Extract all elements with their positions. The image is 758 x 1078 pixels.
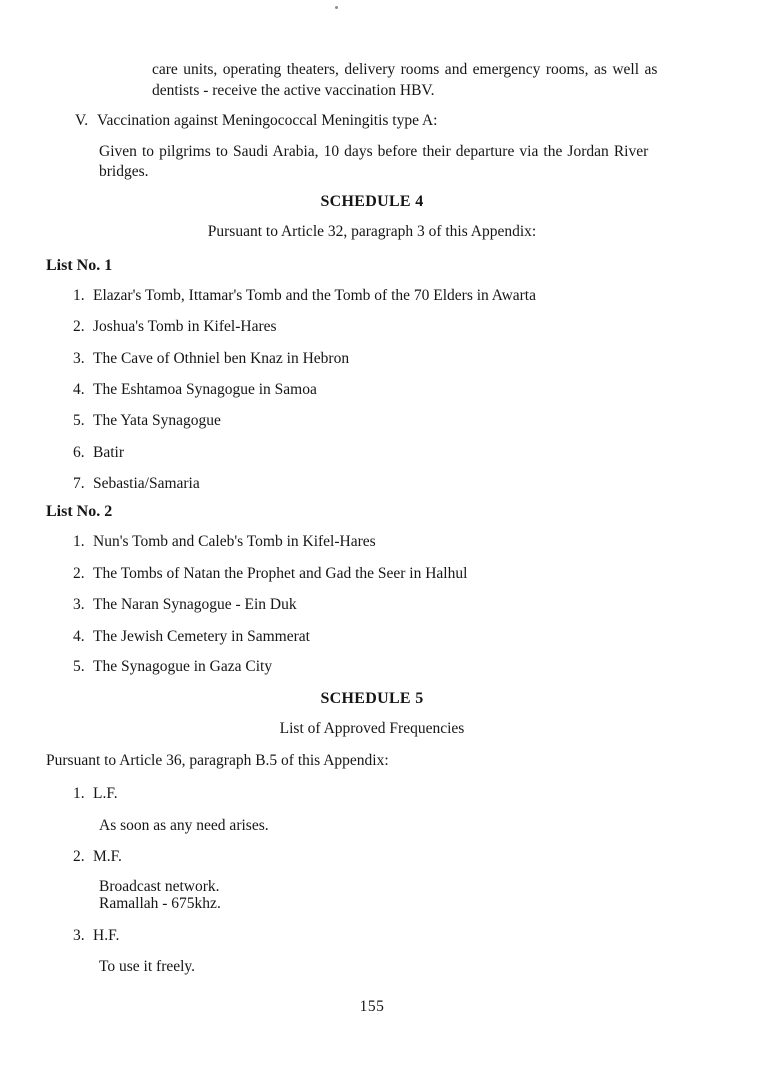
list2-item [73, 658, 272, 676]
frequency-item-lf [73, 785, 118, 803]
list1-item [73, 381, 317, 399]
list1-item [73, 444, 124, 462]
list-item-number: 7. [73, 475, 85, 492]
schedule4-title: SCHEDULE 4 [320, 193, 424, 210]
list2-item [73, 565, 467, 583]
list-item-number: 1. [73, 785, 85, 802]
list1-item [73, 412, 221, 430]
frequency-item-mf [73, 848, 122, 866]
frequency-label: H.F. [93, 927, 120, 944]
paragraph-pilgrims [99, 142, 699, 182]
list1-heading: List No. 1 [46, 257, 113, 274]
list-item-text: The Tombs of Natan the Prophet and Gad the Seer in Halhul [93, 565, 468, 582]
list-item-number: 2. [73, 318, 85, 335]
clause-v-text: Vaccination against Meningococcal Meningitis type A: [97, 112, 438, 129]
frequency-detail: Ramallah - 675khz. [99, 895, 221, 912]
page-number: 155 [359, 998, 385, 1015]
list-item-number: 1. [73, 533, 85, 550]
list-item-text: The Jewish Cemetery in Sammerat [93, 628, 310, 645]
list-item-text: The Yata Synagogue [93, 412, 221, 429]
list2-item [73, 596, 297, 614]
frequency-detail: Broadcast network. [99, 878, 220, 895]
list1-item [73, 475, 200, 493]
paragraph-line: Given to pilgrims to Saudi Arabia, 10 days before their departure via the Jordan River [99, 143, 649, 160]
list-item-text: Joshua's Tomb in Kifel-Hares [93, 318, 277, 335]
clause-v-label: V. [75, 112, 89, 129]
list-item-number: 2. [73, 565, 85, 582]
frequency-item-hf [73, 927, 119, 945]
frequency-label: L.F. [93, 785, 118, 802]
clause-v [75, 112, 438, 130]
paragraph-line: care units, operating theaters, delivery rooms and emergency rooms, as well as [152, 61, 658, 78]
scan-artifact-dot [335, 6, 338, 9]
frequency-detail: As soon as any need arises. [99, 817, 269, 834]
schedule5-lead: Pursuant to Article 36, paragraph B.5 of this Appendix: [46, 752, 389, 769]
paragraph-line: dentists - receive the active vaccination HBV. [152, 81, 435, 99]
list-item-number: 1. [73, 287, 85, 304]
list1-item [73, 287, 536, 305]
paragraph-hbv-continuation [152, 60, 700, 101]
list-item-text: The Synagogue in Gaza City [93, 658, 273, 675]
list-item-text: Nun's Tomb and Caleb's Tomb in Kifel-Hares [93, 533, 376, 550]
list-item-number: 4. [73, 628, 85, 645]
list-item-number: 3. [73, 927, 85, 944]
list1-item [73, 350, 349, 368]
list-item-number: 3. [73, 596, 85, 613]
schedule5-subtitle: List of Approved Frequencies [279, 720, 465, 737]
list2-item [73, 628, 310, 646]
schedule5-title: SCHEDULE 5 [320, 690, 424, 707]
list-item-number: 6. [73, 444, 85, 461]
frequency-label: M.F. [93, 848, 122, 865]
list-item-text: The Naran Synagogue - Ein Duk [93, 596, 297, 613]
list-item-text: The Cave of Othniel ben Knaz in Hebron [93, 350, 350, 367]
list2-heading: List No. 2 [46, 503, 113, 520]
list-item-number: 5. [73, 412, 85, 429]
list-item-number: 2. [73, 848, 85, 865]
list-item-number: 5. [73, 658, 85, 675]
schedule4-subtitle: Pursuant to Article 32, paragraph 3 of this Appendix: [207, 223, 537, 240]
list-item-text: Elazar's Tomb, Ittamar's Tomb and the Tomb of the 70 Elders in Awarta [93, 287, 536, 304]
list1-item [73, 318, 277, 336]
list-item-text: Sebastia/Samaria [93, 475, 200, 492]
list-item-number: 3. [73, 350, 85, 367]
list2-item [73, 533, 376, 551]
list-item-text: The Eshtamoa Synagogue in Samoa [93, 381, 317, 398]
list-item-number: 4. [73, 381, 85, 398]
paragraph-line: bridges. [99, 163, 149, 180]
list-item-text: Batir [93, 444, 124, 461]
frequency-detail: To use it freely. [99, 958, 196, 975]
